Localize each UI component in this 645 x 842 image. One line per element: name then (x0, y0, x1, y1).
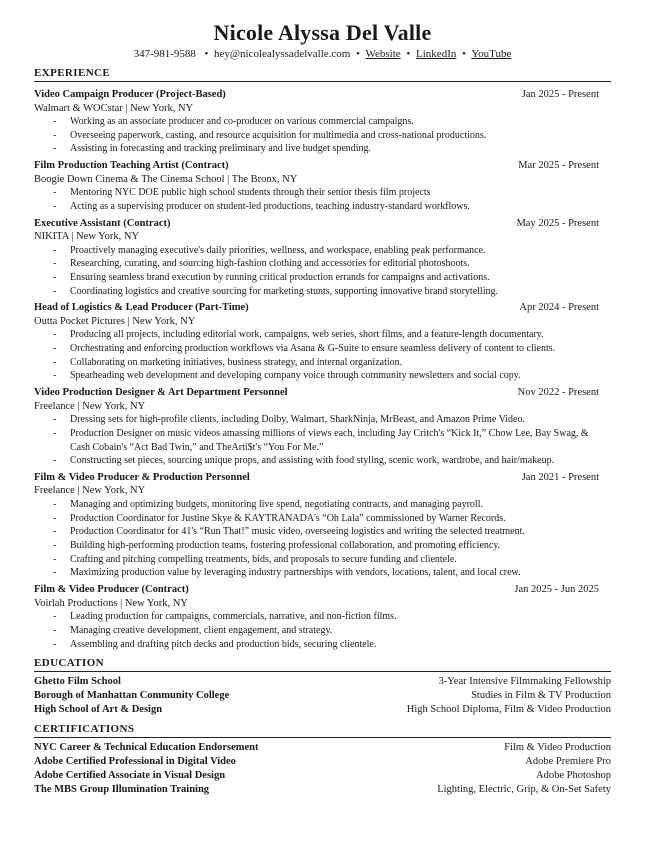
job-date: Apr 2024 - Present (519, 302, 599, 314)
experience-list (34, 88, 611, 651)
job-company: Freelance | New York, NY (34, 400, 146, 412)
bullet-item: - Constructing set pieces, sourcing unique props, and assisting with food styling, scenic work, wardrobe, and hair/makeup. (34, 454, 611, 468)
job-header (34, 386, 611, 400)
job-header (34, 217, 611, 231)
email-address[interactable]: hey@nicolealyssadelvalle.com (214, 48, 351, 60)
certification-row (34, 783, 611, 797)
job-company: Freelance | New York, NY (34, 485, 146, 497)
job-bullets (34, 610, 611, 651)
bullet-item: - Acting as a supervising producer on student-led productions, teaching industry-standard workflows. (34, 200, 611, 214)
education-heading: EDUCATION (34, 657, 611, 672)
job-company: Voirlah Productions | New York, NY (34, 597, 188, 609)
job-bullets (34, 115, 611, 156)
job-entry (34, 159, 611, 213)
certification-row (34, 769, 611, 783)
job-bullets (34, 328, 611, 383)
bullet-item: - Proactively managing executive's daily priorities, wellness, and workspace, enabling peak performance. (34, 244, 611, 258)
bullet-item: - Coordinating logistics and creative sourcing for marketing stunts, supporting innovative brand storytelling. (34, 285, 611, 299)
separator: • (406, 48, 411, 60)
certification-row-name: NYC Career & Technical Education Endorsement (34, 742, 259, 754)
job-date: Jan 2025 - Jun 2025 (514, 584, 599, 596)
bullet-item: - Production Coordinator for Justine Skye & KAYTRANADA's “Oh Lala” commissioned by Warner Records. (34, 512, 611, 526)
job-title: Head of Logistics & Lead Producer (Part-Time) (34, 302, 249, 314)
bullet-item: - Managing and optimizing budgets, monitoring live spend, negotiating contracts, and managing payroll. (34, 498, 611, 512)
job-entry (34, 301, 611, 383)
bullet-item: - Managing creative development, client engagement, and strategy. (34, 624, 611, 638)
job-entry (34, 471, 611, 580)
job-title: Film & Video Producer & Production Personnel (34, 471, 250, 483)
job-entry (34, 88, 611, 156)
separator: • (462, 48, 466, 60)
bullet-item: - Overseeing paperwork, casting, and resource acquisition for multimedia and cross-national productions. (34, 129, 611, 143)
bullet-item: - Leading production for campaigns, commercials, narrative, and non-fiction films. (34, 610, 611, 624)
website-link[interactable]: Website (365, 48, 401, 60)
job-entry (34, 217, 611, 299)
job-bullets (34, 186, 611, 213)
bullet-item: - Working as an associate producer and co-producer on various commercial campaigns. (34, 115, 611, 129)
education-row (34, 675, 611, 689)
job-entry (34, 583, 611, 651)
job-company: Boogie Down Cinema & The Cinema School | The Bronx, NY (34, 173, 298, 185)
job-bullets (34, 413, 611, 468)
certifications-heading: CERTIFICATIONS (34, 723, 611, 738)
bullet-item: - Producing all projects, including editorial work, campaigns, web series, short films, and a feature-length documentary. (34, 328, 611, 342)
job-date: Nov 2022 - Present (517, 387, 599, 399)
bullet-item: - Researching, curating, and sourcing high-fashion clothing and accessories for editorial photoshoots. (34, 257, 611, 271)
bullet-item: - Spearheading web development and developing company voice through community newsletters and social copy. (34, 369, 611, 383)
separator: • (201, 48, 209, 60)
job-header (34, 301, 611, 315)
youtube-link[interactable]: YouTube (471, 48, 512, 60)
education-row (34, 689, 611, 703)
job-header (34, 88, 611, 102)
job-entry (34, 386, 611, 468)
contact-line (34, 47, 611, 61)
job-title: Film & Video Producer (Contract) (34, 584, 189, 596)
certification-row-name: The MBS Group Illumination Training (34, 784, 210, 796)
bullet-item: - Orchestrating and enforcing production workflows via Asana & G-Suite to ensure seamless delivery of content to clients. (34, 342, 611, 356)
bullet-item: - Mentoring NYC DOE public high school students through their senior thesis film projects (34, 186, 611, 200)
bullet-item: - Dressing sets for high-profile clients, including Dolby, Walmart, SharkNinja, MrBeast, and Amazon Prime Video. (34, 413, 611, 427)
job-header (34, 159, 611, 173)
education-list (34, 675, 611, 717)
job-date: May 2025 - Present (516, 217, 599, 229)
education-row-name: Borough of Manhattan Community College (34, 690, 230, 702)
education-row (34, 703, 611, 717)
certifications-list (34, 741, 611, 797)
job-company: Walmart & WOCstar | New York, NY (34, 102, 194, 114)
job-date: Jan 2025 - Present (521, 89, 599, 100)
bullet-item: - Production Coordinator for 41's “Run That!” music video, overseeing logistics and writing the selected treatment. (34, 525, 611, 539)
education-row-detail: Studies in Film & TV Production (471, 690, 611, 702)
experience-heading: EXPERIENCE (34, 67, 611, 82)
certification-row-detail: Adobe Photoshop (536, 770, 611, 782)
job-title: Executive Assistant (Contract) (34, 217, 171, 229)
certification-row-detail: Adobe Premiere Pro (525, 756, 611, 768)
job-title: Film Production Teaching Artist (Contract) (34, 160, 229, 172)
bullet-item: - Production Designer on music videos amassing millions of views each, including Jay Critch's “Kick It,” Chow Lee, Bay Swag, & Cash Cobain's “Act Bad Twin,” and TheArti$t's “You For Me.” (34, 427, 611, 454)
job-title: Video Production Designer & Art Department Personnel (34, 387, 288, 399)
education-row-detail: High School Diploma, Film & Video Production (406, 704, 611, 716)
job-date: Mar 2025 - Present (518, 160, 599, 172)
certification-row (34, 741, 611, 755)
job-title: Video Campaign Producer (Project-Based) (34, 89, 226, 100)
certification-row-detail: Lighting, Electric, Grip, & On-Set Safety (437, 784, 611, 796)
job-date: Jan 2021 - Present (521, 471, 599, 483)
job-company: NIKITA | New York, NY (34, 231, 140, 243)
job-bullets (34, 244, 611, 299)
education-row-detail: 3-Year Intensive Filmmaking Fellowship (438, 676, 611, 688)
bullet-item: - Crafting and pitching compelling treatments, bids, and proposals to secure funding and clientele. (34, 553, 611, 567)
job-bullets (34, 498, 611, 580)
separator: • (356, 48, 360, 60)
linkedin-link[interactable]: LinkedIn (416, 48, 457, 60)
job-company: Outta Pocket Pictures | New York, NY (34, 315, 196, 327)
job-header (34, 583, 611, 597)
bullet-item: - Maximizing production value by leveraging industry partnerships with vendors, locations, talent, and local crew. (34, 566, 611, 580)
certification-row (34, 755, 611, 769)
candidate-name: Nicole Alyssa Del Valle (213, 20, 432, 45)
education-row-name: Ghetto Film School (34, 676, 121, 688)
education-row-name: High School of Art & Design (34, 704, 163, 716)
certification-row-name: Adobe Certified Associate in Visual Design (34, 770, 226, 782)
certification-row-name: Adobe Certified Professional in Digital Video (34, 756, 236, 768)
job-header (34, 471, 611, 485)
phone-number: 347-981-9588 (133, 48, 196, 60)
bullet-item: - Ensuring seamless brand execution by running critical production errands for campaigns and activations. (34, 271, 611, 285)
bullet-item: - Assisting in forecasting and tracking preliminary and live budget spending. (34, 142, 611, 156)
bullet-item: - Building high-performing production teams, fostering professional collaboration, and promoting efficiency. (34, 539, 611, 553)
certification-row-detail: Film & Video Production (504, 742, 611, 754)
bullet-item: - Assembling and drafting pitch decks and production bids, securing clientele. (34, 638, 611, 652)
bullet-item: - Collaborating on marketing initiatives, business strategy, and internal organization. (34, 356, 611, 370)
